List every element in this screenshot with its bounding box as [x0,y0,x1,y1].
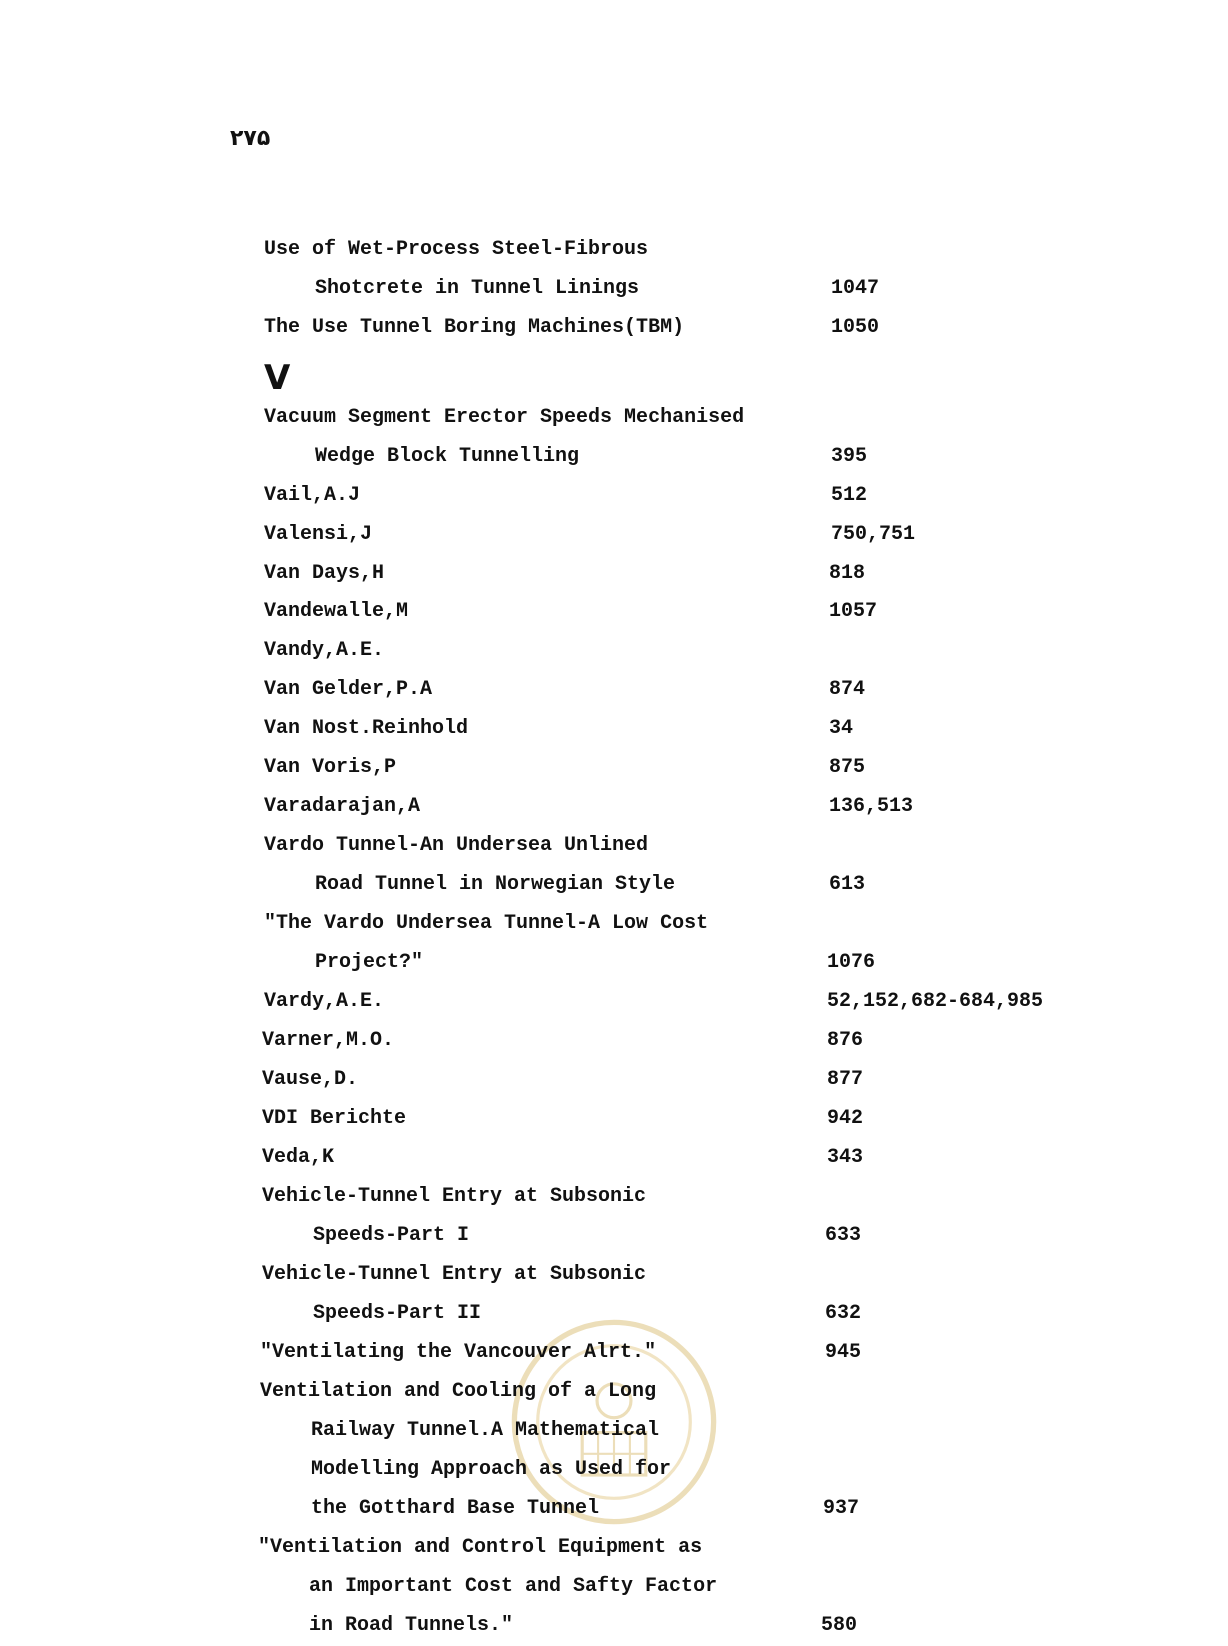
index-entry-page: 395 [831,445,868,468]
index-entry-text: Speeds-Part II [313,1302,482,1325]
index-entry-page: 875 [829,756,866,779]
index-entry-page: 613 [829,873,866,896]
index-entry-page: 818 [829,562,866,585]
index-entry-page: 52,152,682-684,985 [827,990,1044,1013]
index-entry-text: "The Vardo Undersea Tunnel-A Low Cost [264,912,709,935]
index-entry-text: Modelling Approach as Used for [311,1458,672,1481]
index-entry-text: Valensi,J [264,523,373,546]
index-entry-text: Van Voris,P [264,756,397,779]
index-entry-page: 580 [821,1614,858,1637]
index-entry-page: 942 [827,1107,864,1130]
index-entry-text: Shotcrete in Tunnel Linings [315,277,640,300]
index-entry-text: Vehicle-Tunnel Entry at Subsonic [262,1185,647,1208]
index-entry-page: 632 [825,1302,862,1325]
index-entry-page: 343 [827,1146,864,1169]
index-entry-text: Vandy,A.E. [264,639,385,662]
index-entry-text: Use of Wet-Process Steel-Fibrous [264,238,649,261]
page-number: ۲۷۵ [230,126,271,151]
index-entry-text: Varner,M.O. [262,1029,395,1052]
index-entry-text: Vandewalle,M [264,600,409,623]
index-entry-page: 633 [825,1224,862,1247]
index-entry-page: 512 [831,484,868,507]
index-entry-text: Vardy,A.E. [264,990,385,1013]
index-entry-text: Speeds-Part I [313,1224,470,1247]
index-entry-page: 750,751 [831,523,916,546]
index-entry-page: 945 [825,1341,862,1364]
index-entry-page: 136,513 [829,795,914,818]
index-entry-text: the Gotthard Base Tunnel [311,1497,600,1520]
index-entry-text: Varadarajan,A [264,795,421,818]
index-entry-text: Project?" [315,951,424,974]
index-entry-page: 874 [829,678,866,701]
index-entry-text: "Ventilating the Vancouver Alrt." [260,1341,657,1364]
index-entry-text: an Important Cost and Safty Factor [309,1575,718,1598]
index-entry-text: Vacuum Segment Erector Speeds Mechanised [264,406,745,429]
index-entry-text: Van Gelder,P.A [264,678,433,701]
index-entry-text: Veda,K [262,1146,335,1169]
index-entry-text: Vardo Tunnel-An Undersea Unlined [264,834,649,857]
index-entry-page: 876 [827,1029,864,1052]
index-entry-text: Wedge Block Tunnelling [315,445,580,468]
index-entry-page: 1057 [829,600,878,623]
index-entry-text: Vause,D. [262,1068,359,1091]
index-entry-text: Vehicle-Tunnel Entry at Subsonic [262,1263,647,1286]
index-entry-page: 937 [823,1497,860,1520]
index-entry-text: in Road Tunnels." [309,1614,514,1637]
index-entry-page: 1050 [831,316,880,339]
index-entry-text: "Ventilation and Control Equipment as [258,1536,703,1559]
index-entry-text: Railway Tunnel.A Mathematical [311,1419,660,1442]
index-entry-page: 34 [829,717,854,740]
index-entry-text: Road Tunnel in Norwegian Style [315,873,676,896]
index-entry-text: Van Nost.Reinhold [264,717,469,740]
index-entry-text: Vail,A.J [264,484,361,507]
index-entry-page: 877 [827,1068,864,1091]
index-entry-text: The Use Tunnel Boring Machines(TBM) [264,316,685,339]
index-entry-page: 1076 [827,951,876,974]
index-entry-page: 1047 [831,277,880,300]
section-letter-heading: V [264,358,291,398]
index-entry-text: Van Days,H [264,562,385,585]
index-entry-text: Ventilation and Cooling of a Long [260,1380,657,1403]
index-entry-text: VDI Berichte [262,1107,407,1130]
